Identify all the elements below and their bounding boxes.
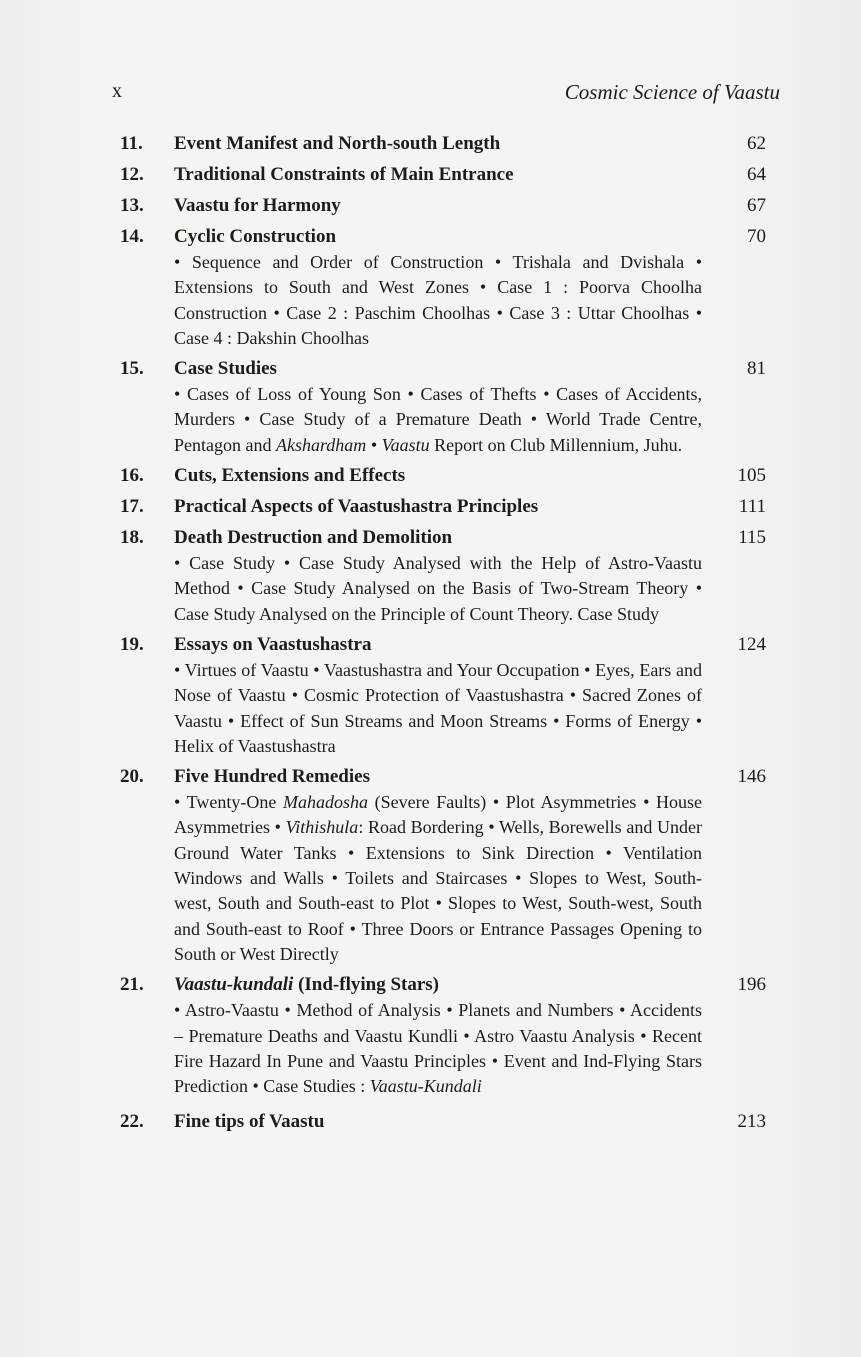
- toc-entry-12: [112, 162, 780, 188]
- chapter-title: Vaastu for Harmony: [174, 195, 341, 216]
- chapter-title: [174, 972, 694, 998]
- topics-italic-term: Mahadosha: [282, 792, 368, 813]
- topics-italic-term: Vithishula: [285, 817, 359, 838]
- toc-entry-16: [112, 463, 780, 489]
- chapter-number: 13.: [120, 195, 144, 216]
- roman-page-number: x: [112, 80, 122, 102]
- chapter-title: Fine tips of Vaastu: [174, 1111, 325, 1133]
- toc-entry-19: [112, 632, 780, 759]
- chapter-number: 14.: [120, 226, 144, 247]
- toc-entry-11: [112, 131, 780, 157]
- topics-italic-term: Akshardham: [275, 434, 367, 455]
- topics-text: • Twenty-One: [174, 792, 283, 813]
- chapter-title: Essays on Vaastushastra: [174, 633, 372, 655]
- topics-text: : Road Bordering • Wells, Borewells and Under Ground Water Tanks • Extensions to Sink Direction • Ventilation Windows and Walls • Toilets and Staircases • Slopes to West, South-west, South and South-east to Plot • Slopes to West, South-west, South and South-east to Roof • Three Doors or Entrance Passages Opening to South or West Directly: [174, 817, 702, 964]
- page-number: 115: [738, 527, 766, 549]
- page-number: 67: [747, 195, 766, 216]
- chapter-number: 18.: [120, 527, 144, 549]
- chapter-title: Death Destruction and Demolition: [174, 527, 453, 549]
- chapter-number: 17.: [120, 496, 144, 518]
- page-number: 105: [737, 465, 766, 487]
- chapter-topics: • Virtues of Vaastu • Vaastushastra and Your Occupation • Eyes, Ears and Nose of Vaastu • Cosmic Protection of Vaastushastra • Sacred Zones of Vaastu • Effect of Sun Streams and Moon Streams • Forms of Energy • Helix of Vaastushastra: [174, 659, 702, 756]
- chapter-number: 16.: [120, 465, 144, 487]
- toc-entry-18: [112, 525, 780, 627]
- topics-italic-term: Vaastu-Kundali: [369, 1076, 482, 1097]
- chapter-title: Event Manifest and North-south Length: [174, 133, 501, 154]
- page-number: 70: [747, 226, 766, 247]
- chapter-number: 20.: [120, 766, 144, 788]
- page-number: 196: [737, 974, 766, 996]
- page-number: 81: [747, 358, 766, 380]
- topics-text: • Astro-Vaastu • Method of Analysis • Planets and Numbers • Accidents – Premature Deaths and Vaastu Kundli • Astro Vaastu Analysis • Recent Fire Hazard In Pune and Vaastu Principles • Event and Ind-Flying Stars Prediction • Case Studies :: [174, 1000, 702, 1097]
- topics-text: •: [366, 434, 382, 455]
- toc-entry-21: [112, 972, 780, 1099]
- chapter-number: 15.: [120, 358, 144, 380]
- table-of-contents: [112, 131, 780, 1140]
- page-number: 111: [738, 496, 766, 518]
- toc-entry-15: [112, 356, 780, 458]
- chapter-topics: [174, 998, 702, 1099]
- toc-entry-20: [112, 764, 780, 967]
- chapter-title: Five Hundred Remedies: [174, 766, 370, 788]
- chapter-title-italic: Vaastu-kundali: [174, 974, 294, 996]
- chapter-title: Cuts, Extensions and Effects: [174, 465, 406, 487]
- chapter-title: Traditional Constraints of Main Entrance: [174, 164, 514, 185]
- chapter-number: 19.: [120, 633, 144, 655]
- chapter-number: 12.: [120, 164, 144, 185]
- chapter-topics: [174, 790, 702, 967]
- chapter-title: Practical Aspects of Vaastushastra Principles: [174, 496, 539, 518]
- page-number: 213: [737, 1111, 766, 1133]
- chapter-title-rest: (Ind-flying Stars): [293, 974, 440, 996]
- running-header: [112, 80, 780, 110]
- toc-entry-17: [112, 494, 780, 520]
- topics-text: Report on Club Millennium, Juhu.: [429, 434, 683, 455]
- toc-entry-13: [112, 193, 780, 219]
- topics-text: • Cases of Loss of Young Son • Cases of Thefts • Cases of Accidents, Murders • Case Study of a Premature Death • World Trade Centre, Pentagon and: [174, 384, 702, 455]
- topics-italic-term: Vaastu: [381, 434, 430, 455]
- toc-entry-22: [112, 1109, 780, 1135]
- page-number: 62: [747, 133, 766, 154]
- page-number: 124: [737, 633, 766, 655]
- chapter-topics: • Sequence and Order of Construction • Trishala and Dvishala • Extensions to South and West Zones • Case 1 : Poorva Choolha Construction • Case 2 : Paschim Choolhas • Case 3 : Uttar Choolhas • Case 4 : Dakshin Choolhas: [174, 252, 702, 348]
- page-number: 64: [747, 164, 766, 185]
- toc-entry-14: [112, 224, 780, 351]
- book-title: Cosmic Science of Vaastu: [564, 80, 780, 104]
- page-number: 146: [737, 766, 766, 788]
- chapter-topics: • Case Study • Case Study Analysed with the Help of Astro-Vaastu Method • Case Study Analysed on the Basis of Two-Stream Theory • Case Study Analysed on the Principle of Count Theory. Case Study: [174, 553, 702, 624]
- chapter-number: 22.: [120, 1111, 144, 1133]
- chapter-number: 11.: [120, 133, 143, 154]
- chapter-number: 21.: [120, 974, 144, 996]
- chapter-topics: [174, 382, 702, 458]
- topics-text: (Severe Faults) • Plot Asymmetries • House Asymmetries •: [174, 792, 702, 838]
- chapter-title: Case Studies: [174, 358, 277, 380]
- chapter-title: Cyclic Construction: [174, 226, 337, 247]
